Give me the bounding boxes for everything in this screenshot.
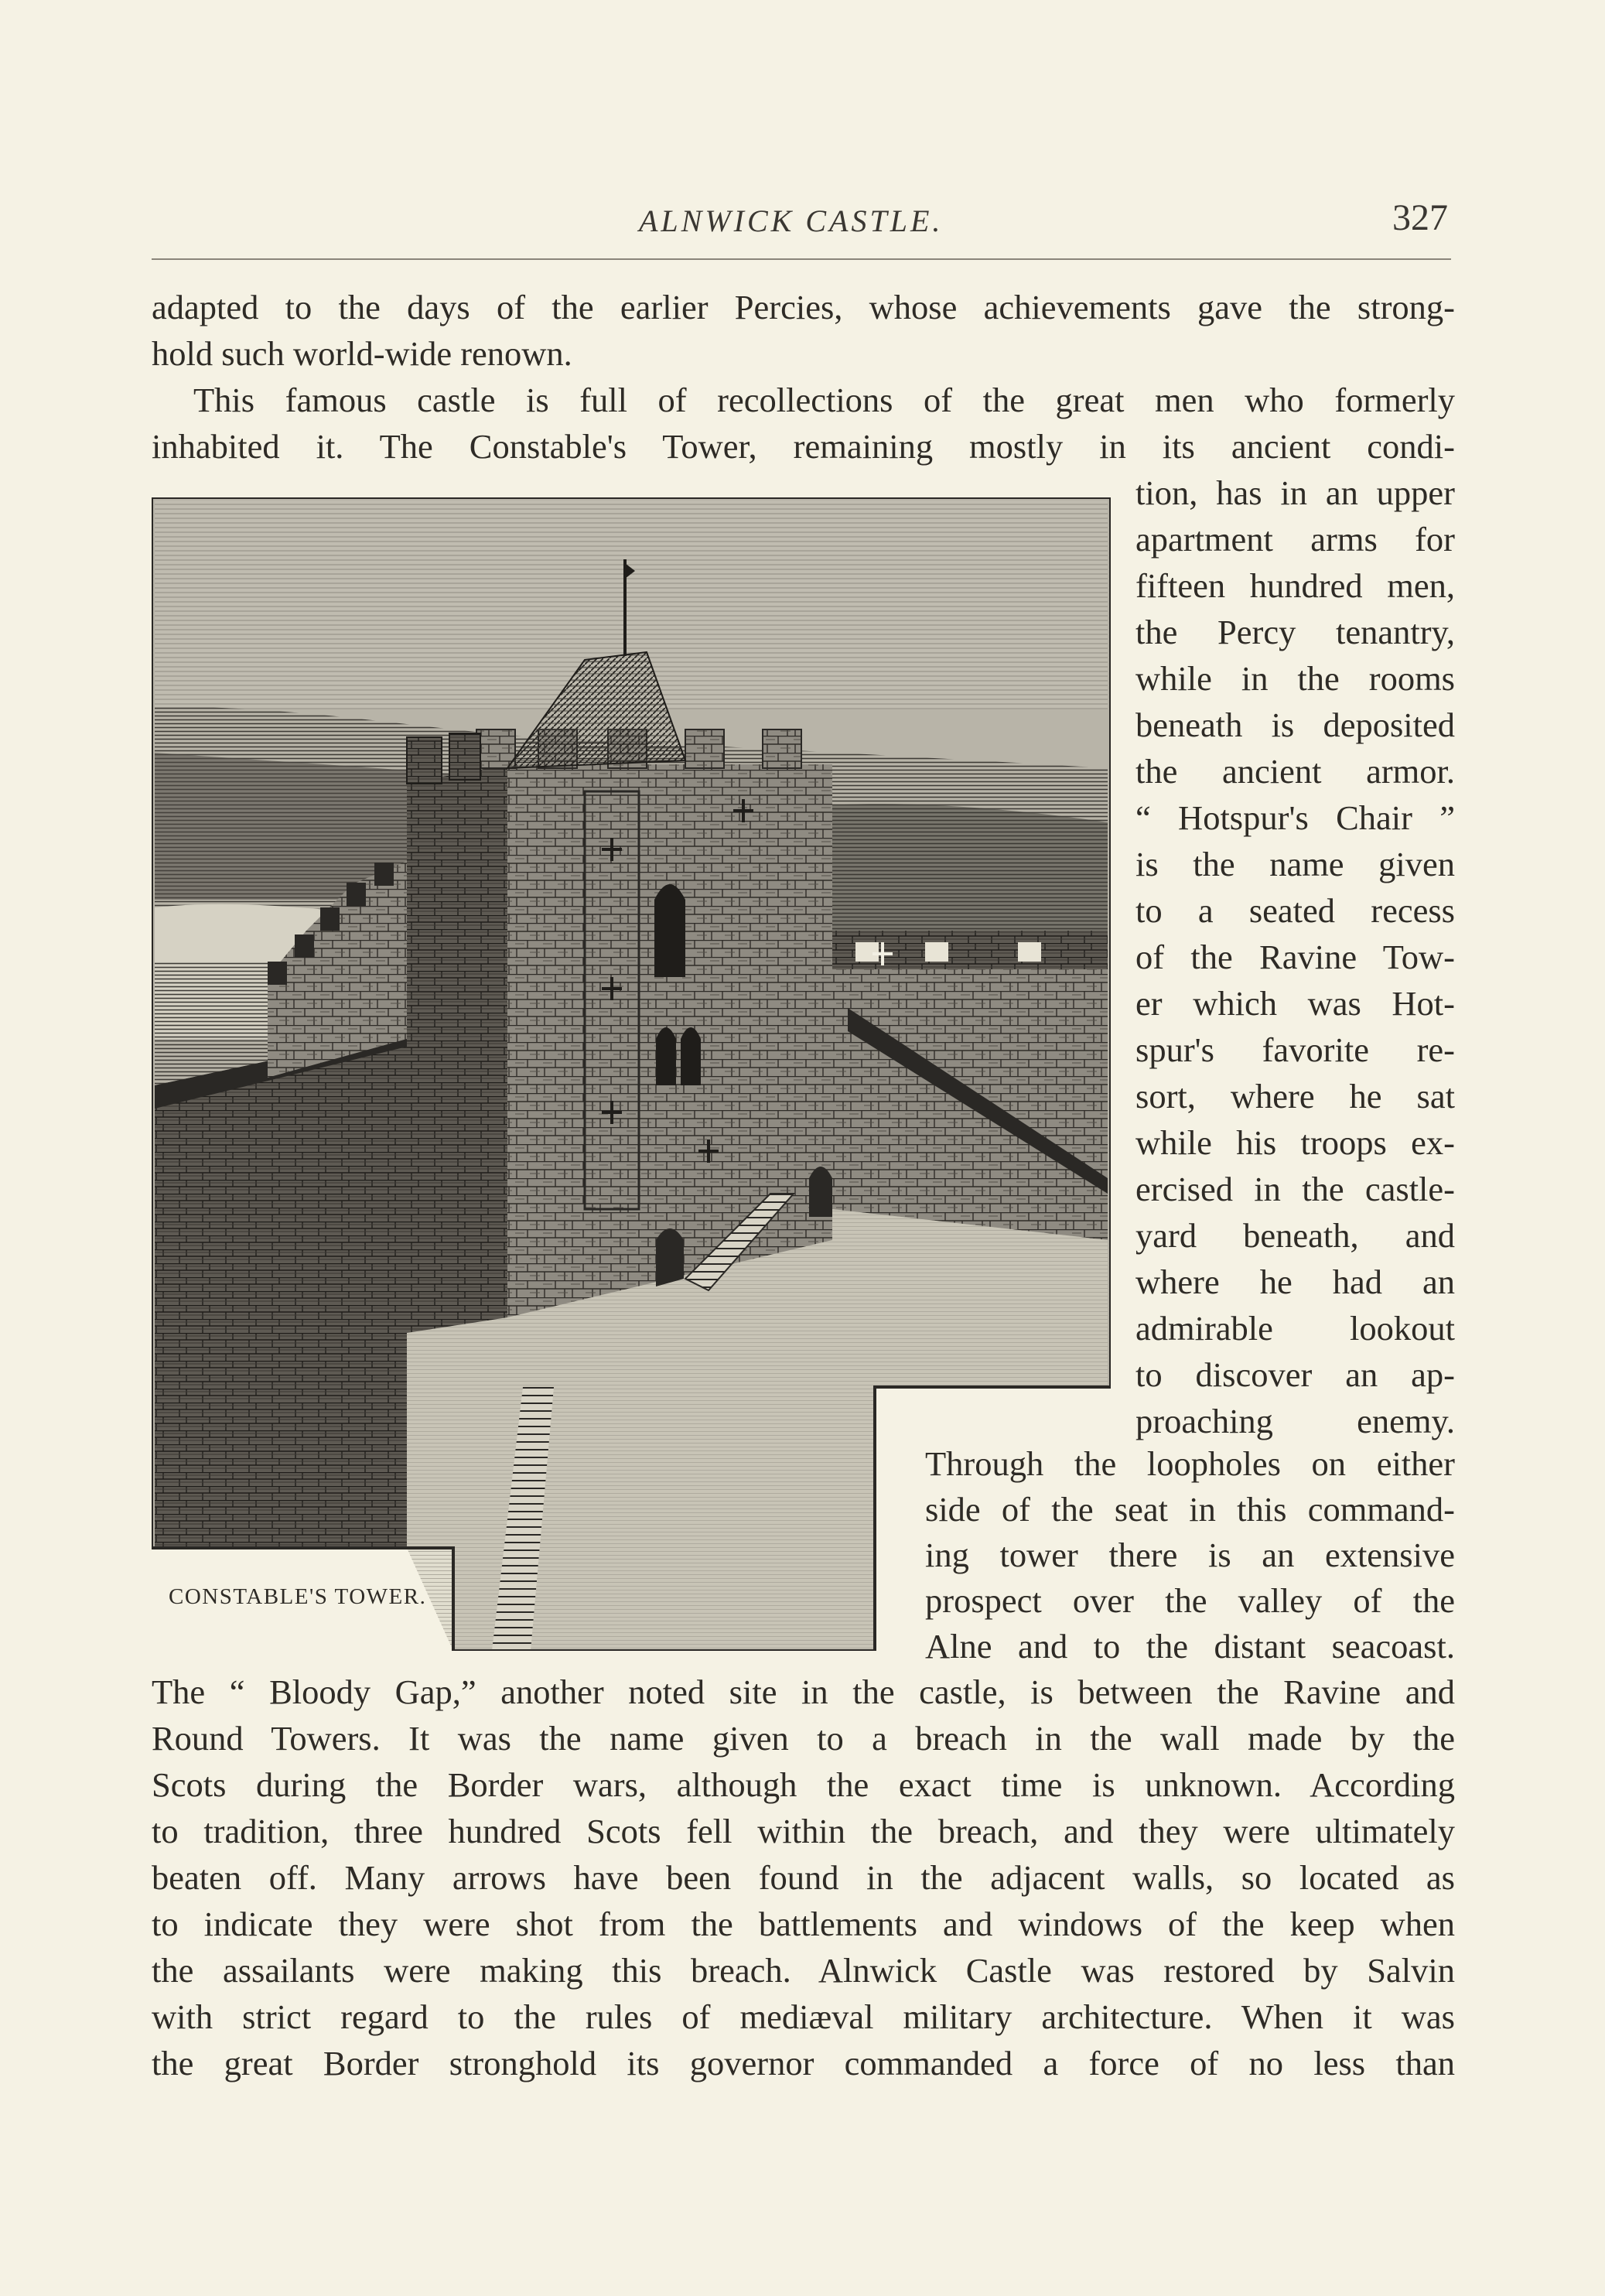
text-line: The “ Bloody Gap,” another noted site in the castle, is between the Ravine and (152, 1672, 1455, 1711)
text-line: while his troops ex- (1135, 1123, 1455, 1162)
text-line: er which was Hot- (1135, 984, 1455, 1023)
text-line: yard beneath, and (1135, 1216, 1455, 1255)
text-line: beaten off. Many arrows have been found in the adjacent walls, so located as (152, 1858, 1455, 1897)
tower-engraving (152, 497, 1111, 1651)
text-line: sort, where he sat (1135, 1077, 1455, 1116)
text-line: Scots during the Border wars, although the exact time is unknown. According (152, 1765, 1455, 1804)
text-line: the assailants were making this breach. Alnwick Castle was restored by Salvin (152, 1951, 1455, 1990)
text-line: the Percy tenantry, (1135, 613, 1455, 651)
text-line: ercised in the castle- (1135, 1170, 1455, 1208)
text-line: admirable lookout (1135, 1309, 1455, 1348)
text-line: adapted to the days of the earlier Percies, whose achievements gave the strong- (152, 288, 1455, 326)
text-line: beneath is deposited (1135, 706, 1455, 744)
text-line: spur's favorite re- (1135, 1030, 1455, 1069)
text-line: apartment arms for (1135, 520, 1455, 559)
text-line: to tradition, three hundred Scots fell within the breach, and they were ultimately (152, 1812, 1455, 1850)
header-rule (152, 258, 1451, 260)
text-line: Alne and to the distant seacoast. (925, 1627, 1455, 1666)
text-line: to discover an ap- (1135, 1355, 1455, 1394)
running-title: ALNWICK CASTLE. (639, 203, 944, 238)
page-number: 327 (1392, 197, 1448, 238)
text-line: to indicate they were shot from the battlements and windows of the keep when (152, 1905, 1455, 1943)
text-line: is the name given (1135, 845, 1455, 883)
text-line: Round Towers. It was the name given to a breach in the wall made by the (152, 1719, 1455, 1758)
text-line: Through the loopholes on either (925, 1444, 1455, 1483)
text-line: “ Hotspur's Chair ” (1135, 798, 1455, 837)
text-line: to a seated recess (1135, 891, 1455, 930)
text-line: the ancient armor. (1135, 752, 1455, 791)
text-line: with strict regard to the rules of mediæval military architecture. When it was (152, 1997, 1455, 2036)
text-line: hold such world-wide renown. (152, 334, 572, 373)
figure-caption: CONSTABLE'S TOWER. (169, 1584, 427, 1609)
text-line: side of the seat in this command- (925, 1490, 1455, 1529)
text-line: while in the rooms (1135, 659, 1455, 698)
text-line: tion, has in an upper (1135, 473, 1455, 512)
text-line: fifteen hundred men, (1135, 566, 1455, 605)
text-line: of the Ravine Tow- (1135, 938, 1455, 976)
text-line: inhabited it. The Constable's Tower, remaining mostly in its ancient condi- (152, 427, 1455, 466)
text-line: where he had an (1135, 1262, 1455, 1301)
text-line: proaching enemy. (1135, 1402, 1455, 1440)
text-line: the great Border stronghold its governor commanded a force of no less than (152, 2044, 1455, 2082)
text-line: prospect over the valley of the (925, 1581, 1455, 1620)
text-line: ing tower there is an extensive (925, 1536, 1455, 1574)
text-line: This famous castle is full of recollections of the great men who formerly (193, 381, 1455, 419)
engraving-figure (152, 497, 1111, 1651)
